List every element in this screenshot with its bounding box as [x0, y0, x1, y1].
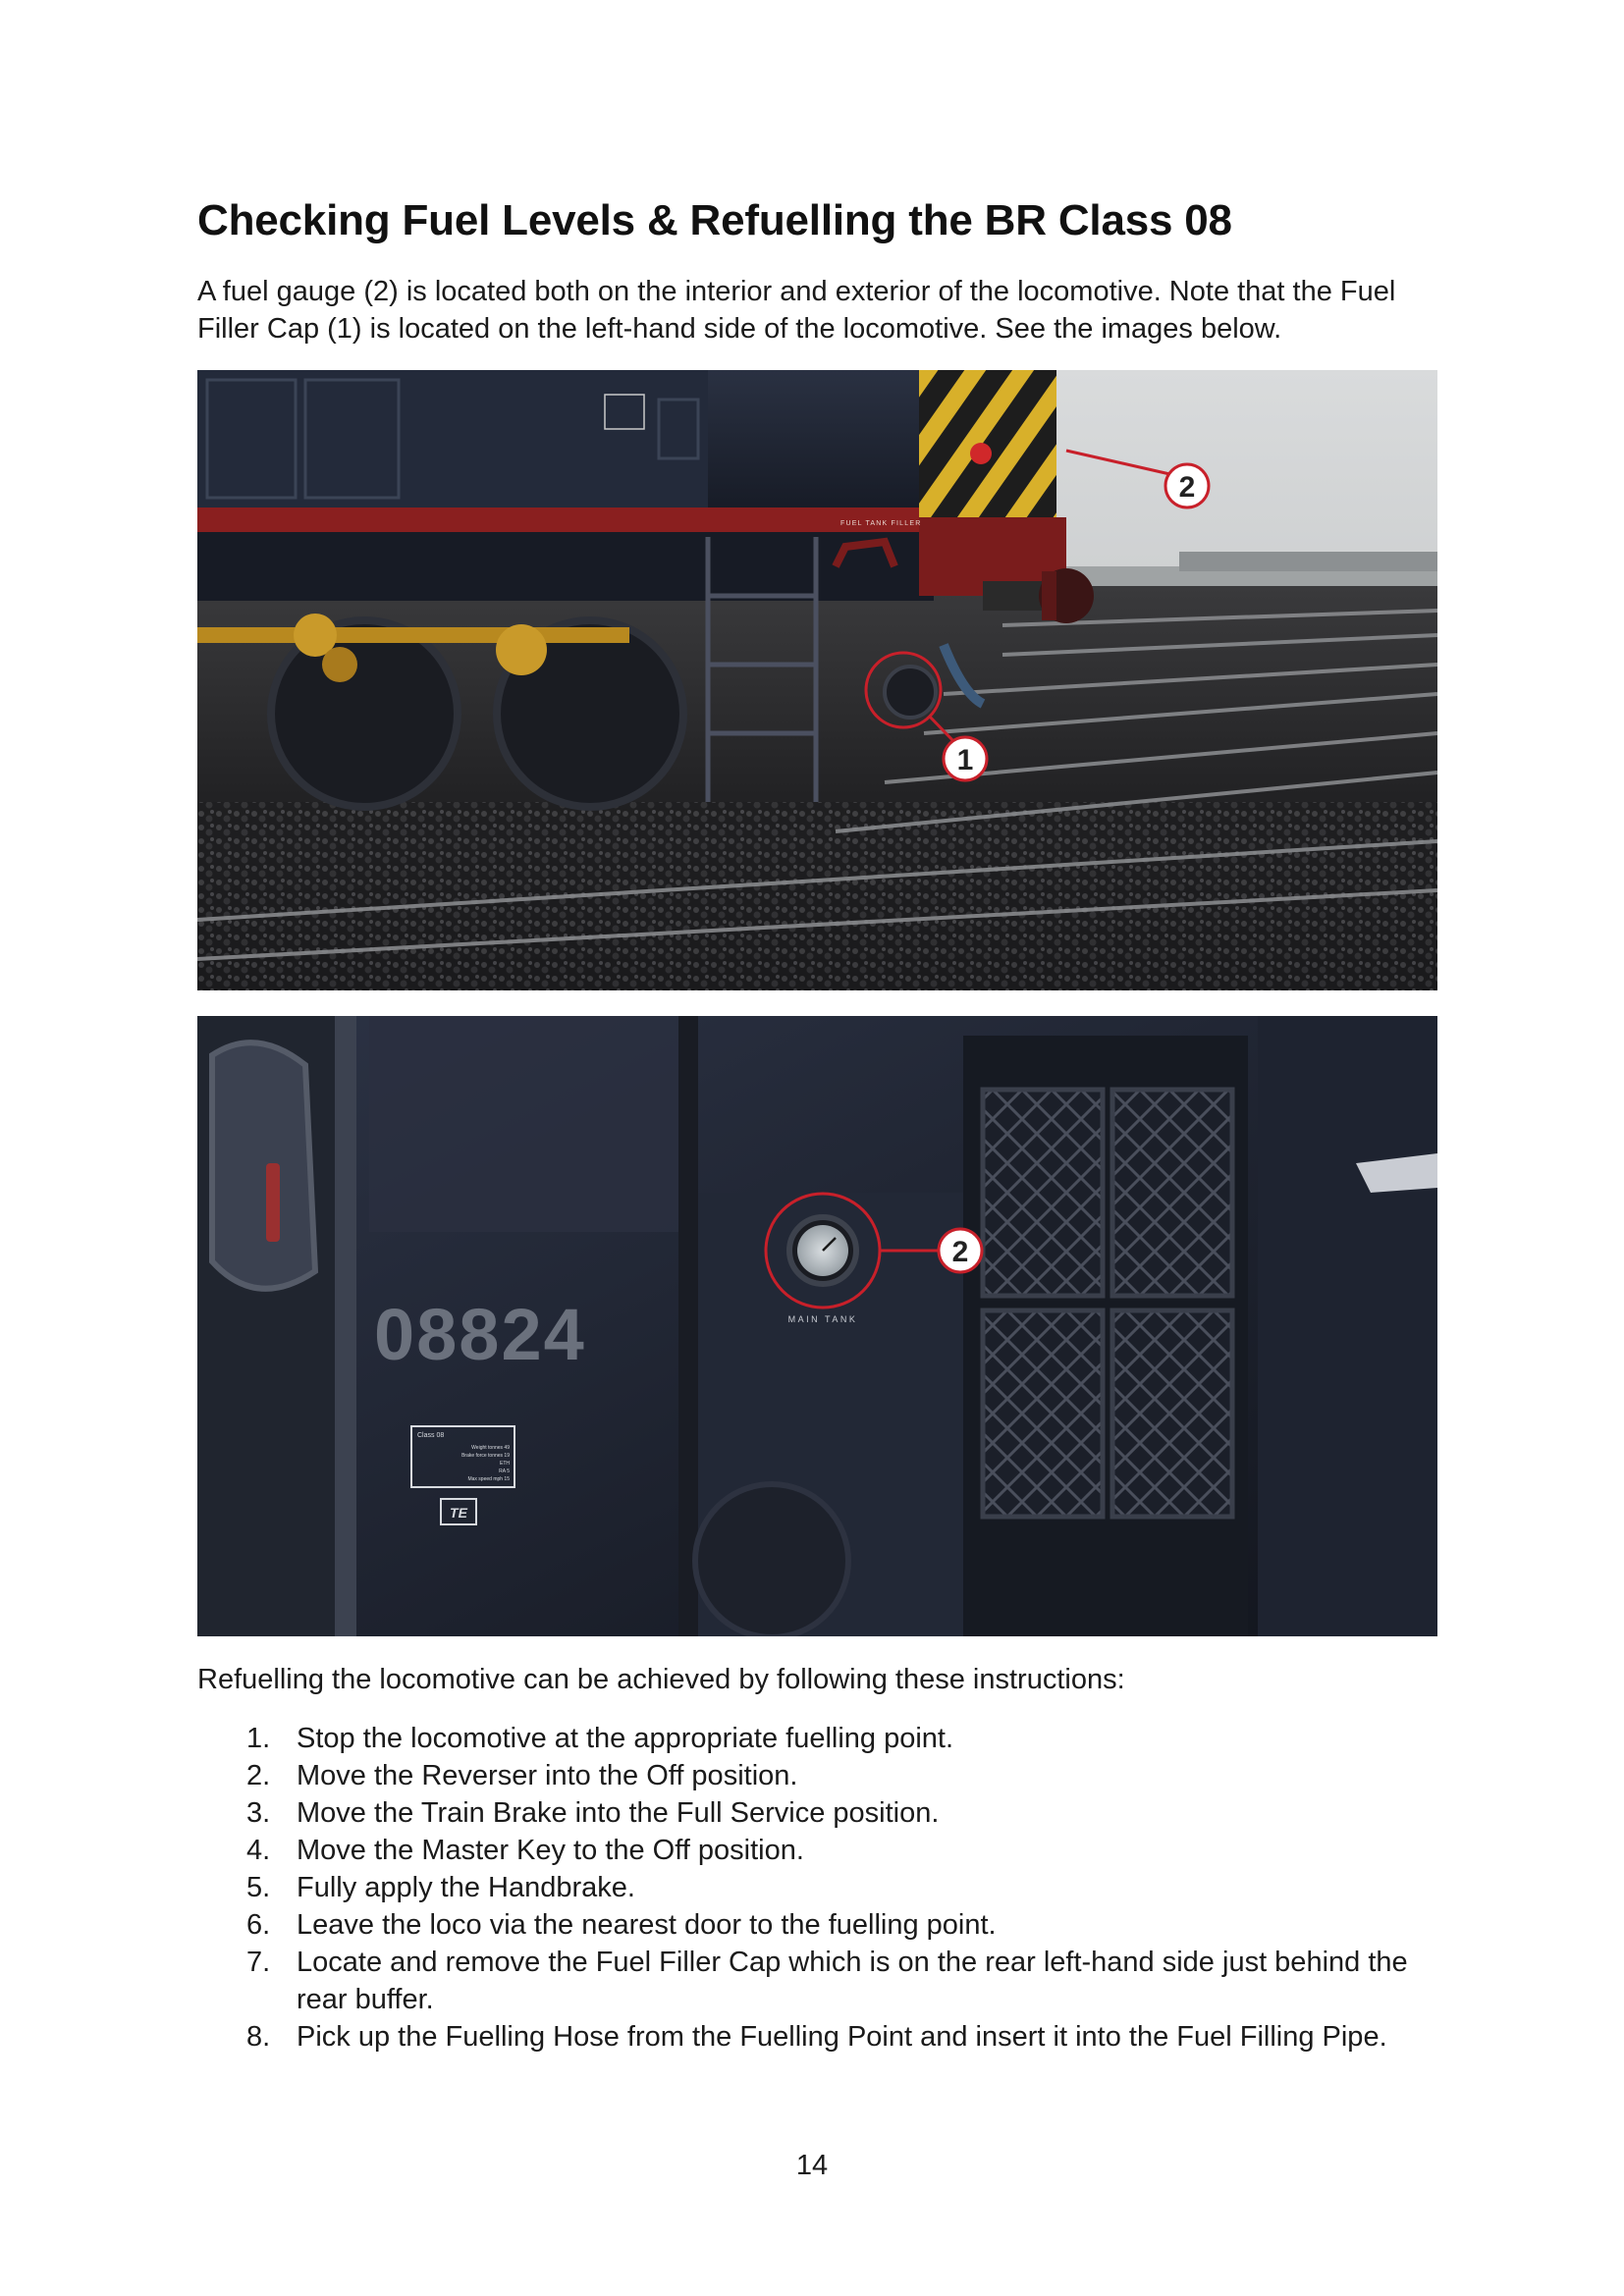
exterior-locomotive-image	[197, 370, 1437, 990]
list-item: 7. Locate and remove the Fuel Filler Cap which is on the rear left-hand side just behind the rear buffer.	[246, 1947, 1408, 2015]
list-item: 5. Fully apply the Handbrake.	[246, 1872, 635, 1903]
list-item: 2. Move the Reverser into the Off position.	[246, 1760, 798, 1791]
list-item: 4. Move the Master Key to the Off position.	[246, 1835, 804, 1866]
instructions-lead: Refuelling the locomotive can be achieved by following these instructions:	[197, 1664, 1125, 1695]
list-item: 1. Stop the locomotive at the appropriate fuelling point.	[246, 1723, 954, 1754]
page-number: 14	[795, 2150, 829, 2181]
fuel-gauge-closeup-image	[197, 1016, 1437, 1636]
svg-text:Max speed mph 15: Max speed mph 15	[467, 1476, 510, 1482]
list-item: 3. Move the Train Brake into the Full Service position.	[246, 1797, 940, 1829]
fuel-tank-filler-decal: FUEL TANK FILLER	[840, 520, 922, 527]
main-tank-label: MAIN TANK	[787, 1314, 858, 1324]
callout-1-label: 1	[956, 744, 974, 776]
svg-text:Class 08: Class 08	[417, 1432, 445, 1439]
locomotive-number: 08824	[374, 1294, 586, 1375]
callout-2-label: 2	[1178, 471, 1196, 504]
svg-text:TE: TE	[450, 1505, 467, 1521]
list-item: 6. Leave the loco via the nearest door to the fuelling point.	[246, 1909, 997, 1941]
refuelling-steps-list	[197, 1720, 1444, 2056]
intro-paragraph: A fuel gauge (2) is located both on the interior and exterior of the locomotive. Note that the Fuel Filler Cap (1) is located on the left-hand side of the locomotive. See the images below.	[197, 276, 1396, 345]
svg-text:RA 5: RA 5	[499, 1468, 510, 1474]
list-item: 8. Pick up the Fuelling Hose from the Fuelling Point and insert it into the Fuel Filling Pipe.	[246, 2021, 1387, 2053]
callout-2-label-interior: 2	[951, 1236, 969, 1268]
page-title: Checking Fuel Levels & Refuelling the BR Class 08	[197, 196, 1232, 244]
svg-text:Brake force tonnes 19: Brake force tonnes 19	[461, 1453, 510, 1459]
svg-text:ETH: ETH	[500, 1461, 510, 1467]
svg-text:Weight tonnes 49: Weight tonnes 49	[471, 1445, 510, 1451]
